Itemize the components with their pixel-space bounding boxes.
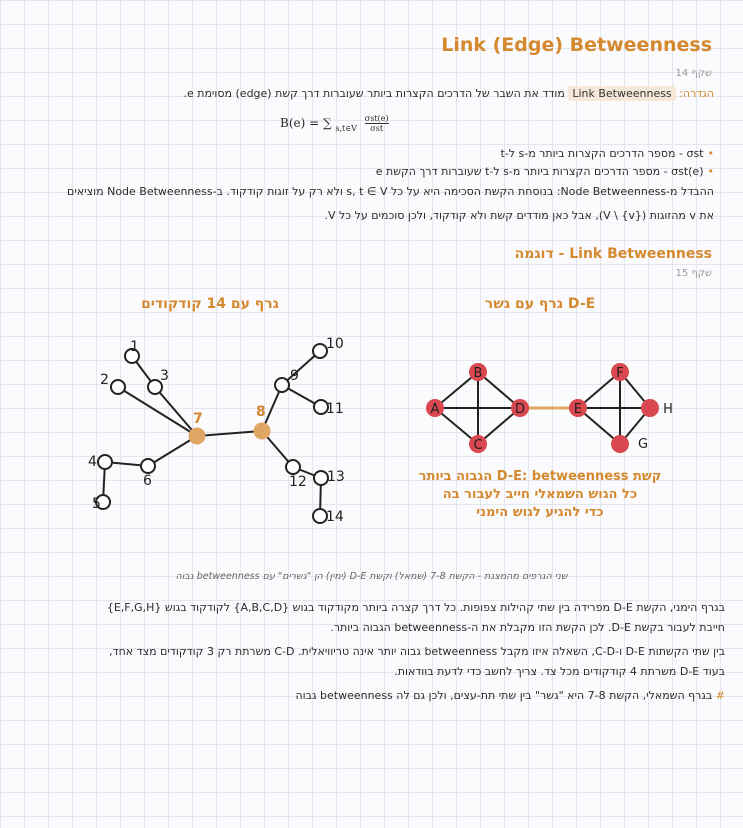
definition-term: Link Betweenness bbox=[568, 86, 675, 101]
label-e: E bbox=[573, 402, 583, 417]
definition-label: הגדרה: bbox=[679, 87, 714, 100]
label-d: D bbox=[514, 402, 526, 417]
formula bbox=[280, 114, 480, 133]
right-graph-title: גרף עם גשר D-E bbox=[484, 296, 596, 312]
label-a: A bbox=[430, 402, 440, 417]
right-graph bbox=[400, 350, 700, 460]
label-14: 14 bbox=[326, 509, 344, 525]
label-6: 6 bbox=[143, 473, 152, 489]
node-10 bbox=[313, 344, 327, 358]
label-c: C bbox=[473, 438, 483, 453]
page-title: Link (Edge) Betweenness bbox=[441, 34, 712, 56]
left-graph-title: גרף עם 14 קודקודים bbox=[141, 296, 279, 312]
body-line-3: בין שתי הקשתות D-E ו-C-D, השאלה איזו מקבל betweenness גבוה יותר אינה טריוויאלית. C-D משרתת רק 3 קודקודים מצד אחד, bbox=[109, 645, 725, 658]
label-3: 3 bbox=[160, 368, 169, 384]
bullet-2: •σst(e) - מספר הדרכים הקצרות ביותר מ-s ל-t שעוברות דרך הקשת e bbox=[375, 165, 714, 178]
node-h bbox=[641, 399, 659, 417]
figure-caption: שני הגרפים מהמצגת - הקשת 7-8 (שמאל) וקשת D-E (ימין) הן "גשרים" עם betweenness גבוה bbox=[175, 571, 568, 582]
label-10: 10 bbox=[326, 336, 344, 352]
label-1: 1 bbox=[130, 339, 139, 355]
node-12 bbox=[286, 460, 300, 474]
node-6 bbox=[141, 459, 155, 473]
bridge-callout bbox=[400, 468, 680, 522]
label-11: 11 bbox=[326, 401, 344, 417]
difference-line-1: ההבדל מ-Node Betweenness: בנוסחת הקשת הסכימה היא על כל s, t ∈ V ולא רק על זוגות קודקוד. ב-Node Betweenness מוציאים bbox=[67, 185, 714, 198]
node-13 bbox=[314, 471, 328, 485]
label-f: F bbox=[616, 366, 624, 381]
callout-line-2: כל הגוש השמאלי חייב לעבור בה bbox=[442, 487, 638, 502]
formula-sub: s,t∈V bbox=[335, 124, 357, 133]
body-line-5: # בגרף השמאלי, הקשת 7-8 היא "גשר" בין שתי תת-עצים, ולכן גם לה betweenness גבוה bbox=[295, 689, 725, 702]
left-graph bbox=[0, 320, 370, 530]
node-4 bbox=[98, 455, 112, 469]
definition-text: מודד את השבר של הדרכים הקצרות ביותר שעוברות דרך קשת (edge) מסוימת e. bbox=[183, 87, 565, 100]
slide-number-15: שקף 15 bbox=[675, 268, 712, 279]
node-8 bbox=[254, 423, 270, 439]
formula-numerator: σst(e) bbox=[364, 114, 389, 123]
callout-line-3: כדי להגיע לגוש הימני bbox=[476, 505, 604, 520]
example-title: Link Betweenness - דוגמה bbox=[514, 246, 712, 262]
node-9 bbox=[275, 378, 289, 392]
difference-line-2: את v מהזוגות (V \ {v}), אבל כאן מודדים קשת ולא קודקוד, ולכן סוכמים על כל V. bbox=[324, 209, 714, 222]
node-2 bbox=[111, 380, 125, 394]
node-14 bbox=[313, 509, 327, 523]
hash-icon: # bbox=[715, 689, 725, 702]
label-8: 8 bbox=[256, 404, 266, 420]
label-12: 12 bbox=[289, 474, 307, 490]
node-7 bbox=[189, 428, 205, 444]
body-line-4: בעוד D-E משרתת 4 קודקודים מכל צד. צריך לחשב כדי לדעת בוודאות. bbox=[394, 665, 725, 678]
body-line-1: בגרף הימני, הקשת D-E מפרידה בין שתי קהילות צפופות. כל דרך קצרה ביותר מקודקוד בגוש {A,B,C,D} לקודקוד בגוש {E,F,G,H} bbox=[106, 601, 725, 614]
node-g bbox=[611, 435, 629, 453]
definition bbox=[80, 86, 714, 102]
label-7: 7 bbox=[193, 411, 203, 427]
label-9: 9 bbox=[290, 368, 299, 384]
slide-number: שקף 14 bbox=[675, 68, 712, 79]
label-5: 5 bbox=[92, 496, 101, 512]
body-line-2: חייבת לעבור בקשת D-E. לכן הקשת הזו מקבלת את ה-betweenness הגבוה ביותר. bbox=[330, 621, 725, 634]
callout-line-1: קשת D-E: betweenness הגבוה ביותר bbox=[418, 469, 662, 484]
formula-fraction bbox=[365, 114, 389, 133]
label-h: H bbox=[663, 402, 673, 417]
bullet-1: •σst - מספר הדרכים הקצרות ביותר מ-s ל-t bbox=[500, 147, 714, 160]
label-4: 4 bbox=[88, 454, 97, 470]
label-b: B bbox=[473, 366, 483, 381]
label-2: 2 bbox=[100, 372, 109, 388]
formula-denominator: σst bbox=[370, 124, 384, 133]
left-graph-edges bbox=[103, 351, 321, 516]
label-g: G bbox=[637, 437, 649, 452]
label-13: 13 bbox=[327, 469, 345, 485]
formula-lhs: B(e) = ∑ bbox=[280, 116, 332, 130]
